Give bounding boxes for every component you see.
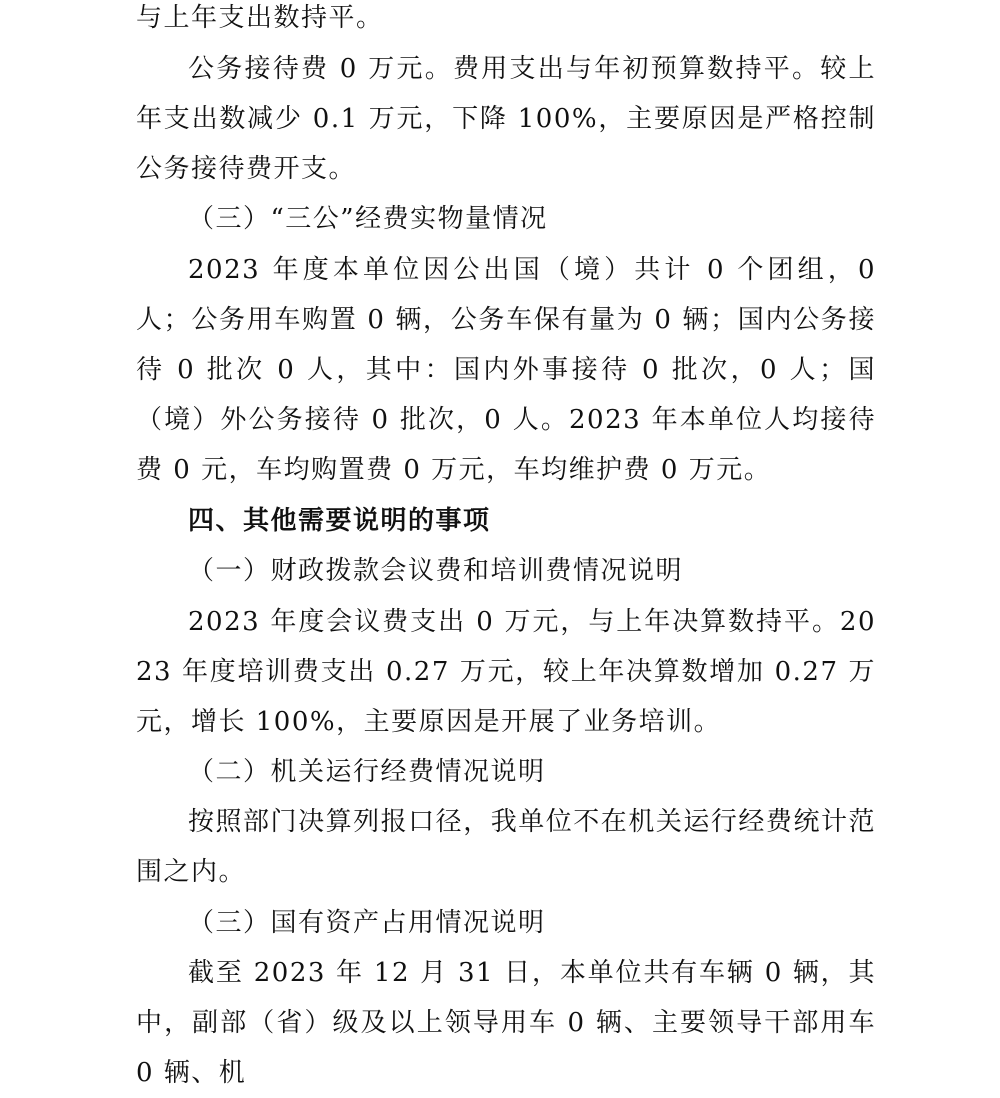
heading-state-assets: （三）国有资产占用情况说明 [188, 908, 546, 938]
paragraph-reception-expense: 公务接待费 0 万元。费用支出与年初预算数持平。较上年支出数减少 0.1 万元，下降 100%，主要原因是严格控制公务接待费开支。 [136, 54, 876, 184]
paragraph-meeting-training: 2023 年度会议费支出 0 万元，与上年决算数持平。2023 年度培训费支出 0.27 万元，较上年决算数增加 0.27 万元，增长 100%，主要原因是开展了业务培训。 [136, 607, 876, 737]
paragraph-physical-quantity: 2023 年度本单位因公出国（境）共计 0 个团组，0 人；公务用车购置 0 辆，公务车保有量为 0 辆；国内公务接待 0 批次 0 人，其中：国内外事接待 0 批次，0 人；国（境）外公务接待 0 批次，0 人。2023 年本单位人均接待费 0 元，车均购置费 0 万元，车均维护费 0 万元。 [136, 255, 876, 485]
paragraph-continuation: 与上年支出数持平。 [136, 3, 384, 33]
paragraph-state-assets: 截至 2023 年 12 月 31 日，本单位共有车辆 0 辆，其中，副部（省）级及以上领导用车 0 辆、主要领导干部用车 0 辆、机 [136, 958, 876, 1088]
heading-three-public-physical: （三）“三公”经费实物量情况 [188, 204, 548, 234]
heading-operating-expense: （二）机关运行经费情况说明 [188, 757, 546, 787]
heading-meeting-training: （一）财政拨款会议费和培训费情况说明 [188, 556, 684, 586]
paragraph-operating-expense: 按照部门决算列报口径，我单位不在机关运行经费统计范围之内。 [136, 807, 876, 887]
heading-section-four: 四、其他需要说明的事项 [188, 506, 491, 536]
